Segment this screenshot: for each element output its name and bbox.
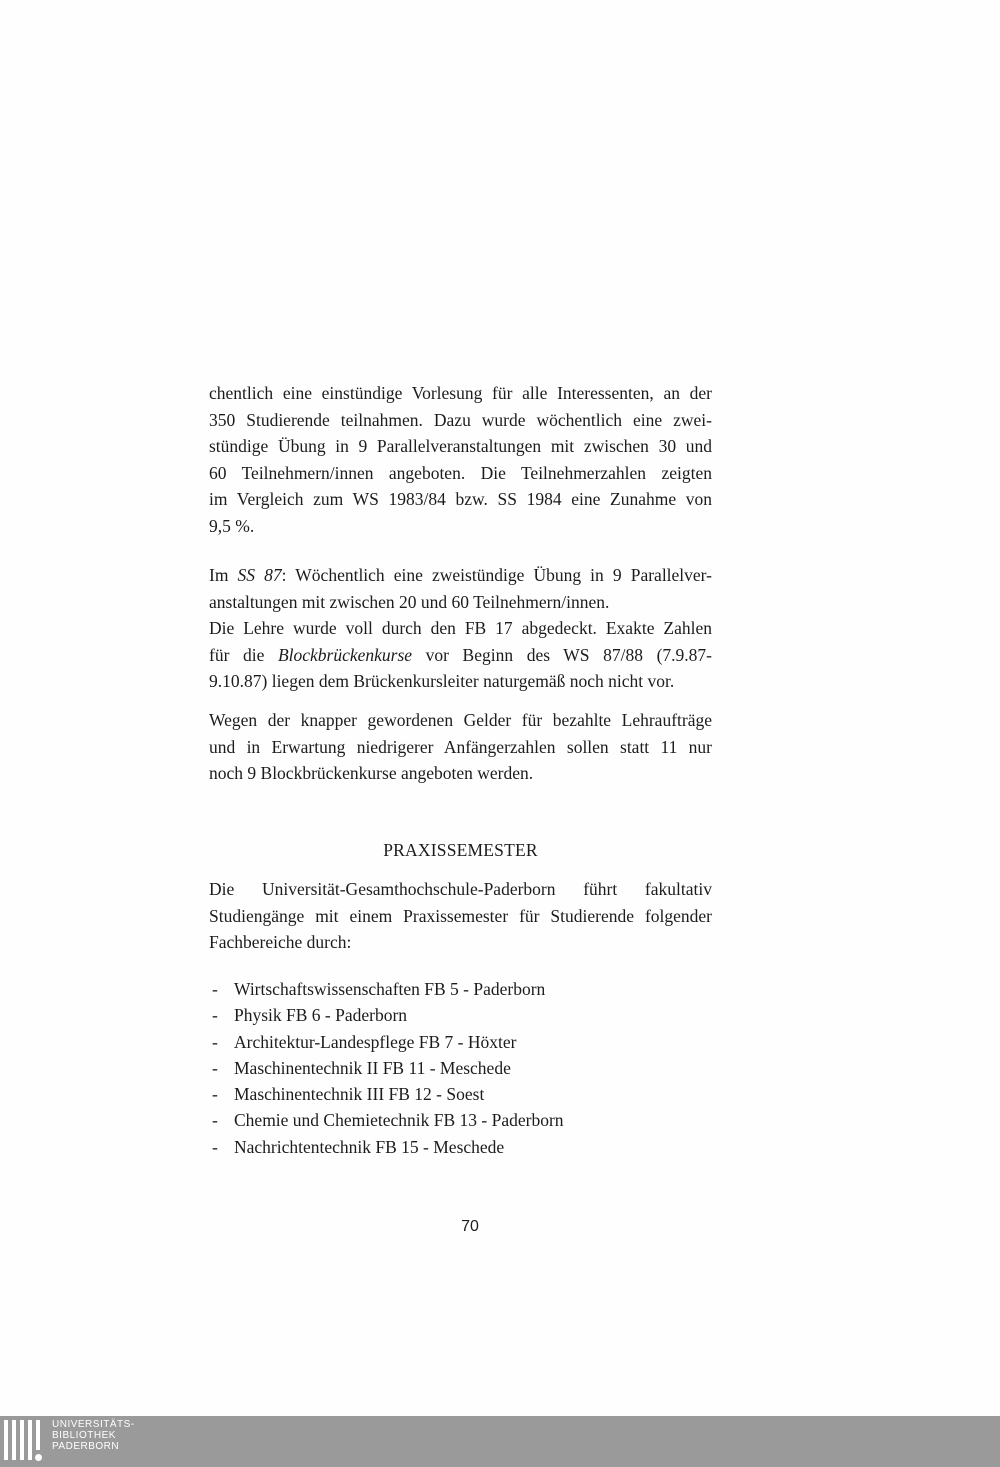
- text-line: [209, 562, 712, 589]
- list-item-text: Physik FB 6 - Paderborn: [234, 1005, 408, 1026]
- paragraph-praxissemester-intro: [209, 876, 712, 956]
- text-segment: : Wöchentlich eine zweistündige Übung in 9 Parallelver-: [281, 565, 712, 585]
- paragraph-budget: [209, 707, 712, 787]
- logo-line: PADERBORN: [52, 1441, 120, 1452]
- text-line: 9,5 %.: [209, 515, 255, 536]
- list-item: [212, 1107, 732, 1133]
- text-line: und in Erwartung niedrigerer Anfängerzahlen sollen statt 11 nur: [209, 736, 712, 757]
- text-line: Fachbereiche durch:: [209, 932, 352, 952]
- paragraph-ss87: [209, 562, 712, 695]
- text-line: im Vergleich zum WS 1983/84 bzw. SS 1984 eine Zunahme von: [209, 489, 712, 509]
- italic-term: SS 87: [237, 565, 282, 585]
- list-item: [212, 1002, 732, 1028]
- text-line: chentlich eine einstündige Vorlesung für alle Interessenten, an der: [209, 383, 712, 403]
- list-item-text: Nachrichtentechnik FB 15 - Meschede: [234, 1136, 505, 1157]
- text-line: Die Universität-Gesamthochschule-Paderborn führt fakultativ: [209, 879, 712, 899]
- text-line: anstaltungen mit zwischen 20 und 60 Teilnehmern/innen.: [209, 591, 610, 612]
- text-line: Wegen der knapper gewordenen Gelder für bezahlte Lehraufträge: [209, 710, 712, 730]
- list-marker: -: [212, 1084, 218, 1105]
- text-line: stündige Übung in 9 Parallelveranstaltungen mit zwischen 30 und: [209, 436, 712, 456]
- list-item: [212, 1029, 732, 1055]
- library-logo: [2, 1418, 135, 1464]
- list-item-text: Maschinentechnik II FB 11 - Meschede: [234, 1057, 511, 1078]
- list-item-text: Chemie und Chemietechnik FB 13 - Paderborn: [234, 1110, 564, 1131]
- list-item: [212, 1134, 732, 1160]
- list-item: [212, 1055, 732, 1081]
- library-footer-bar: [0, 1416, 1000, 1467]
- list-item-text: Maschinentechnik III FB 12 - Soest: [234, 1084, 485, 1105]
- department-list: [212, 976, 732, 1160]
- list-item-text: Wirtschaftswissenschaften FB 5 - Paderborn: [234, 979, 546, 999]
- section-heading: PRAXISSEMESTER: [383, 840, 538, 860]
- library-logo-icon: [2, 1418, 46, 1462]
- list-marker: -: [212, 1057, 218, 1078]
- list-item-text: Architektur-Landespflege FB 7 - Höxter: [234, 1031, 517, 1052]
- italic-term: Blockbrückenkurse: [277, 644, 413, 665]
- logo-line: BIBLIOTHEK: [52, 1430, 116, 1441]
- list-marker: -: [212, 1005, 218, 1026]
- text-line: 350 Studierende teilnahmen. Dazu wurde wöchentlich eine zwei-: [209, 409, 712, 430]
- text-segment: vor Beginn des WS 87/88 (7.9.87-: [412, 644, 712, 665]
- text-segment: Im: [209, 565, 238, 585]
- list-marker: -: [212, 1110, 218, 1131]
- library-logo-text: [52, 1419, 135, 1452]
- text-line: 9.10.87) liegen dem Brückenkursleiter naturgemäß noch nicht vor.: [209, 671, 675, 691]
- text-line: 60 Teilnehmern/innen angeboten. Die Teilnehmerzahlen zeigten: [209, 462, 712, 483]
- text-line: Die Lehre wurde voll durch den FB 17 abgedeckt. Exakte Zahlen: [209, 618, 712, 638]
- list-marker: -: [212, 1136, 218, 1157]
- text-line: noch 9 Blockbrückenkurse angeboten werden.: [209, 763, 534, 783]
- text-line: [209, 642, 712, 669]
- text-segment: für die: [209, 644, 278, 665]
- list-marker: -: [212, 1031, 218, 1052]
- list-item: [212, 976, 732, 1002]
- list-item: [212, 1081, 732, 1107]
- page-number: 70: [461, 1218, 479, 1235]
- text-line: Studiengänge mit einem Praxissemester für Studierende folgender: [209, 905, 712, 926]
- paragraph-lecture-stats: [209, 380, 712, 539]
- list-marker: -: [212, 979, 218, 999]
- logo-line: UNIVERSITÄTS-: [52, 1419, 135, 1430]
